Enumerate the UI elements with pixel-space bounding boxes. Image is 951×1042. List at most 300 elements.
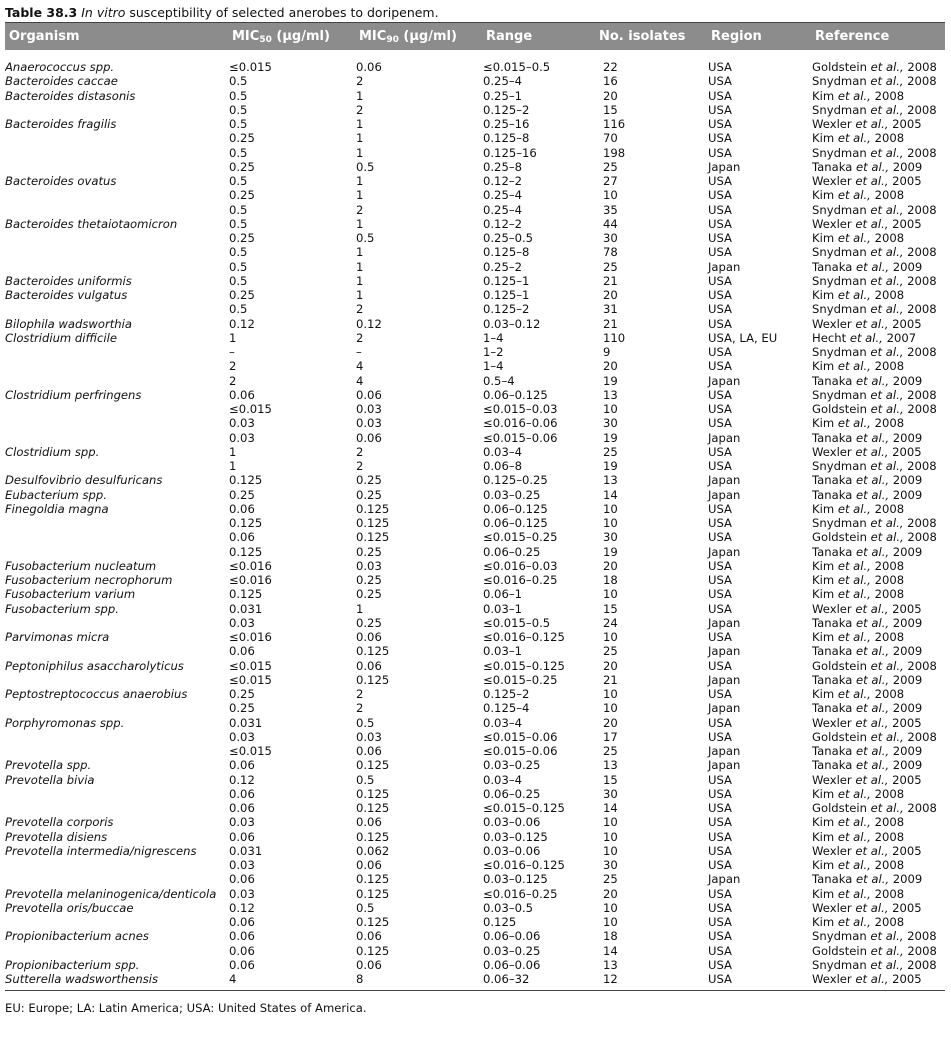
cell-mic50: 0.03 [229, 729, 255, 744]
cell-range: 0.03–0.5 [483, 900, 534, 915]
cell-mic50: 0.25 [229, 701, 255, 716]
cell-mic90: 0.25 [356, 544, 382, 559]
table-row [5, 673, 945, 687]
reference-author: Tanaka [812, 758, 853, 773]
cell-region: USA [708, 402, 732, 416]
cell-region: USA [708, 587, 732, 602]
cell-mic50: 0.25 [229, 159, 255, 174]
cell-organism: Prevotella oris/buccae [5, 900, 134, 915]
table-row [5, 744, 945, 758]
reference-author: Wexler [812, 117, 852, 131]
table-row [5, 103, 945, 117]
reference-etal: et al., [856, 259, 890, 274]
cell-mic90: 0.125 [356, 886, 390, 901]
header-spacer [5, 50, 945, 60]
cell-range: 0.06–0.25 [483, 786, 541, 801]
reference-author: Tanaka [812, 373, 853, 388]
cell-mic50: 0.5 [229, 273, 248, 288]
cell-mic90: 1 [356, 259, 364, 274]
cell-mic90: 0.5 [356, 231, 375, 245]
cell-mic50: 0.125 [229, 544, 263, 559]
table-row [5, 630, 945, 644]
cell-reference [811, 103, 945, 117]
table-row [5, 160, 945, 174]
header-mic90 [355, 23, 482, 50]
cell-mic90: 0.03 [356, 729, 382, 744]
cell-mic50: 0.25 [229, 487, 255, 502]
cell-isolates: 25 [603, 872, 618, 887]
header-row [5, 23, 945, 50]
cell-range: 0.25–4 [483, 202, 522, 217]
cell-mic50: ≤0.015 [229, 402, 272, 416]
cell-range: 0.125 [483, 915, 517, 929]
table-label: Table 38.3 [5, 5, 78, 20]
cell-isolates: 21 [603, 316, 618, 331]
header-mic50-unit: (μg/ml) [276, 29, 330, 44]
reference-author: Wexler [812, 972, 852, 986]
table-row [5, 459, 945, 473]
cell-range: ≤0.016–0.03 [483, 558, 558, 573]
cell-region: Japan [708, 644, 741, 659]
header-mic90-unit: (μg/ml) [403, 29, 457, 44]
cell-isolates: 10 [603, 701, 618, 716]
reference-etal: et al., [849, 330, 883, 345]
cell-mic90: 0.25 [356, 587, 382, 602]
cell-isolates: 14 [603, 801, 618, 815]
cell-range: 0.06–8 [483, 459, 522, 473]
cell-mic90: 2 [356, 74, 364, 89]
cell-mic90: 0.12 [356, 316, 382, 331]
cell-region: USA [708, 188, 732, 203]
cell-mic50: 0.06 [229, 957, 255, 972]
reference-author: Hecht [812, 330, 847, 345]
cell-range: 0.125–2 [483, 102, 530, 117]
cell-mic50: 0.06 [229, 501, 255, 516]
reference-etal: et al., [837, 886, 871, 901]
reference-author: Goldstein [812, 943, 867, 958]
reference-author: Snydman [812, 387, 867, 402]
reference-year: 2005 [892, 900, 922, 915]
table-row [5, 901, 945, 915]
reference-author: Kim [812, 416, 835, 431]
cell-isolates: 14 [603, 943, 618, 958]
cell-isolates: 24 [603, 615, 618, 630]
cell-region: USA [708, 117, 732, 131]
reference-year: 2005 [892, 972, 922, 986]
table-row [5, 787, 945, 801]
reference-etal: et al., [856, 473, 890, 488]
reference-author: Wexler [812, 843, 852, 858]
reference-year: 2008 [907, 516, 937, 530]
cell-organism [5, 673, 228, 687]
cell-reference [811, 744, 945, 758]
cell-organism [5, 231, 228, 245]
cell-reference [811, 801, 945, 815]
cell-range: 0.12–2 [483, 174, 522, 188]
reference-year: 2009 [892, 373, 923, 388]
cell-mic90: 0.25 [356, 487, 382, 502]
cell-region: USA [708, 231, 732, 245]
cell-mic50: 0.06 [229, 872, 255, 887]
cell-mic90: 1 [356, 145, 364, 160]
cell-organism: Prevotella intermedia/nigrescens [5, 843, 197, 858]
cell-organism: Anaerococcus spp. [5, 60, 115, 74]
cell-isolates: 44 [603, 216, 618, 231]
table-row [5, 188, 945, 202]
cell-organism [5, 260, 228, 274]
cell-isolates: 20 [603, 886, 618, 901]
reference-year: 2008 [907, 801, 937, 815]
cell-reference [811, 431, 945, 445]
header-reference: Reference [815, 29, 890, 44]
table-row [5, 872, 945, 886]
cell-reference [811, 117, 945, 131]
cell-isolates: 10 [603, 829, 618, 844]
cell-isolates: 25 [603, 159, 618, 174]
reference-year: 2008 [874, 188, 905, 203]
cell-mic90: 0.125 [356, 758, 390, 773]
table-row [5, 89, 945, 103]
reference-year: 2009 [892, 872, 923, 887]
table-row [5, 773, 945, 787]
reference-etal: et al., [855, 843, 889, 858]
cell-organism: Clostridium difficile [5, 330, 118, 345]
reference-year: 2009 [892, 744, 923, 758]
cell-reference [811, 602, 945, 616]
cell-mic50: 0.5 [229, 117, 248, 131]
table-row [5, 131, 945, 145]
reference-author: Tanaka [812, 615, 853, 630]
cell-mic90: – [356, 345, 362, 359]
cell-range: ≤0.016–0.125 [483, 630, 565, 644]
cell-reference [811, 815, 945, 829]
cell-isolates: 20 [603, 715, 618, 730]
cell-organism [5, 188, 228, 202]
cell-mic90: 0.125 [356, 501, 390, 516]
cell-mic50: 0.5 [229, 74, 248, 89]
cell-region: Japan [708, 701, 741, 716]
cell-reference [811, 188, 945, 202]
reference-author: Kim [812, 587, 835, 602]
cell-mic50: ≤0.016 [229, 573, 272, 587]
cell-mic50: 1 [229, 444, 237, 459]
reference-etal: et al., [870, 145, 904, 160]
reference-year: 2008 [907, 957, 937, 972]
cell-reference [811, 887, 945, 901]
table-row [5, 331, 945, 345]
cell-organism [5, 374, 228, 388]
table-row [5, 644, 945, 658]
cell-isolates: 10 [603, 188, 618, 203]
cell-organism [5, 146, 228, 160]
reference-year: 2008 [874, 786, 905, 801]
cell-region: USA [708, 915, 732, 929]
cell-mic90: 0.25 [356, 473, 382, 488]
cell-region: Japan [708, 373, 741, 388]
reference-year: 2009 [892, 159, 923, 174]
cell-reference [811, 459, 945, 473]
reference-year: 2008 [874, 131, 905, 146]
cell-range: 0.03–4 [483, 772, 522, 787]
cell-mic50: 0.5 [229, 216, 248, 231]
reference-author: Kim [812, 231, 835, 245]
cell-range: 0.125–8 [483, 131, 530, 146]
reference-author: Kim [812, 558, 835, 573]
cell-organism: Fusobacterium spp. [5, 601, 119, 616]
cell-region: Japan [708, 430, 741, 445]
cell-isolates: 25 [603, 644, 618, 659]
cell-mic90: 0.25 [356, 615, 382, 630]
cell-isolates: 30 [603, 231, 618, 245]
cell-isolates: 25 [603, 744, 618, 758]
table-row [5, 174, 945, 188]
reference-author: Kim [812, 687, 835, 701]
cell-mic50: 0.25 [229, 687, 255, 701]
cell-isolates: 17 [603, 729, 618, 744]
table-row [5, 758, 945, 772]
table-row [5, 516, 945, 530]
reference-author: Tanaka [812, 672, 853, 687]
reference-year: 2007 [886, 330, 917, 345]
cell-mic50: 0.03 [229, 416, 255, 431]
cell-organism: Bacteroides vulgatus [5, 288, 128, 302]
reference-author: Goldstein [812, 658, 867, 673]
cell-reference [811, 730, 945, 744]
header-region: Region [711, 29, 762, 44]
cell-range: ≤0.015–0.25 [483, 530, 558, 545]
cell-organism: Clostridium spp. [5, 444, 100, 459]
cell-range: 0.12–2 [483, 216, 522, 231]
reference-year: 2005 [892, 843, 922, 858]
cell-mic50: 0.06 [229, 758, 255, 773]
cell-range: 0.25–8 [483, 159, 522, 174]
reference-year: 2008 [907, 929, 937, 944]
cell-organism [5, 872, 228, 886]
cell-mic90: 1 [356, 188, 364, 203]
cell-region: USA [708, 843, 732, 858]
cell-mic90: 0.06 [356, 387, 382, 402]
reference-etal: et al., [856, 644, 890, 659]
cell-region: USA [708, 60, 732, 74]
cell-region: USA [708, 245, 732, 260]
header-mic90-prefix: MIC [359, 29, 387, 44]
cell-region: USA [708, 459, 732, 473]
reference-author: Tanaka [812, 473, 853, 488]
cell-mic90: 0.125 [356, 644, 390, 659]
cell-range: ≤0.015–0.5 [483, 60, 551, 74]
reference-etal: et al., [870, 102, 904, 117]
cell-region: Japan [708, 473, 741, 488]
cell-range: 0.03–4 [483, 444, 522, 459]
cell-isolates: 10 [603, 900, 618, 915]
cell-organism: Fusobacterium nucleatum [5, 558, 157, 573]
table-row [5, 431, 945, 445]
reference-year: 2009 [892, 615, 923, 630]
cell-range: 0.125–8 [483, 245, 530, 260]
cell-mic90: 2 [356, 444, 364, 459]
cell-organism [5, 416, 228, 430]
reference-author: Kim [812, 886, 835, 901]
cell-isolates: 116 [603, 117, 626, 131]
cell-mic50: 0.03 [229, 858, 255, 872]
cell-region: USA [708, 729, 732, 744]
reference-etal: et al., [837, 558, 871, 573]
table-row [5, 302, 945, 316]
cell-organism [5, 103, 228, 117]
cell-mic90: 0.125 [356, 943, 390, 958]
cell-organism: Bacteroides ovatus [5, 174, 117, 188]
table-row [5, 801, 945, 815]
reference-author: Snydman [812, 459, 867, 473]
cell-mic90: 0.06 [356, 430, 382, 445]
reference-etal: et al., [856, 544, 890, 559]
cell-region: USA [708, 900, 732, 915]
reference-year: 2008 [907, 943, 937, 958]
reference-author: Snydman [812, 145, 867, 160]
cell-range: 0.125–4 [483, 701, 530, 716]
table-footnote: EU: Europe; LA: Latin America; USA: United States of America. [5, 1001, 367, 1016]
cell-reference [811, 288, 945, 302]
cell-reference [811, 872, 945, 886]
cell-range: 0.03–0.25 [483, 487, 541, 502]
reference-etal: et al., [870, 60, 904, 74]
cell-range: 0.06–0.125 [483, 387, 548, 402]
reference-etal: et al., [870, 387, 904, 402]
reference-author: Snydman [812, 202, 867, 217]
cell-region: USA [708, 273, 732, 288]
cell-organism [5, 359, 228, 373]
cell-organism: Prevotella bivia [5, 772, 95, 787]
reference-etal: et al., [837, 231, 871, 245]
cell-organism [5, 431, 228, 445]
table-row [5, 887, 945, 901]
table-body [5, 50, 945, 990]
cell-mic90: 2 [356, 701, 364, 716]
cell-isolates: 13 [603, 758, 618, 773]
cell-mic50: 0.06 [229, 801, 255, 815]
cell-isolates: 20 [603, 88, 618, 103]
cell-reference [811, 203, 945, 217]
cell-region: USA [708, 288, 732, 302]
table-row [5, 530, 945, 544]
cell-region: USA [708, 972, 732, 986]
cell-region: USA [708, 202, 732, 217]
reference-author: Snydman [812, 516, 867, 530]
reference-etal: et al., [856, 758, 890, 773]
cell-mic50: 0.25 [229, 231, 255, 245]
reference-etal: et al., [870, 345, 904, 359]
reference-etal: et al., [855, 174, 889, 188]
cell-isolates: 20 [603, 359, 618, 374]
cell-organism [5, 459, 228, 473]
cell-organism [5, 302, 228, 316]
table-row [5, 958, 945, 972]
cell-organism: Prevotella disiens [5, 829, 108, 844]
cell-mic50: ≤0.015 [229, 744, 272, 758]
cell-range: 0.03–0.06 [483, 815, 541, 830]
cell-isolates: 31 [603, 302, 618, 317]
cell-reference [811, 445, 945, 459]
cell-mic50: 0.03 [229, 886, 255, 901]
reference-etal: et al., [837, 630, 871, 644]
cell-region: USA [708, 174, 732, 188]
reference-etal: et al., [856, 672, 890, 687]
cell-range: 0.5–4 [483, 373, 515, 388]
reference-author: Snydman [812, 302, 867, 317]
table-row [5, 701, 945, 715]
table-row [5, 488, 945, 502]
cell-mic50: 4 [229, 972, 237, 986]
cell-mic90: 2 [356, 102, 364, 117]
cell-region: USA [708, 858, 732, 872]
table-row [5, 815, 945, 829]
cell-region: Japan [708, 672, 741, 687]
cell-mic50: 0.06 [229, 943, 255, 958]
cell-range: 1–2 [483, 345, 504, 359]
reference-etal: et al., [837, 587, 871, 602]
susceptibility-table [5, 23, 945, 990]
cell-region: USA [708, 88, 732, 103]
cell-isolates: 20 [603, 558, 618, 573]
reference-year: 2008 [907, 302, 937, 317]
header-range: Range [486, 29, 533, 44]
reference-etal: et al., [855, 316, 889, 331]
reference-year: 2008 [907, 74, 937, 89]
cell-range: 0.25–1 [483, 88, 522, 103]
cell-mic90: 2 [356, 459, 364, 473]
table-row [5, 374, 945, 388]
reference-etal: et al., [837, 88, 871, 103]
reference-author: Tanaka [812, 159, 853, 174]
cell-reference [811, 359, 945, 373]
cell-isolates: 110 [603, 330, 626, 345]
cell-mic90: 0.125 [356, 872, 390, 887]
table-row [5, 659, 945, 673]
cell-mic50: 0.25 [229, 188, 255, 203]
reference-year: 2008 [874, 416, 905, 431]
cell-isolates: 21 [603, 672, 618, 687]
reference-author: Snydman [812, 345, 867, 359]
reference-year: 2005 [892, 216, 922, 231]
cell-region: USA [708, 359, 732, 374]
cell-region: USA [708, 131, 732, 146]
table-row [5, 972, 945, 986]
cell-mic50: 0.06 [229, 387, 255, 402]
cell-mic90: 0.06 [356, 815, 382, 830]
reference-etal: et al., [856, 701, 890, 716]
reference-etal: et al., [870, 402, 904, 416]
cell-mic50: 0.06 [229, 829, 255, 844]
table-row [5, 274, 945, 288]
reference-author: Kim [812, 359, 835, 374]
cell-mic90: 0.125 [356, 786, 390, 801]
cell-organism [5, 545, 228, 559]
cell-region: USA [708, 145, 732, 160]
cell-region: USA [708, 943, 732, 958]
cell-region: USA [708, 302, 732, 317]
cell-organism: Propionibacterium spp. [5, 957, 140, 972]
cell-mic50: 0.5 [229, 259, 248, 274]
cell-region: USA [708, 772, 732, 787]
reference-etal: et al., [855, 444, 889, 459]
reference-year: 2008 [907, 658, 937, 673]
table-row [5, 345, 945, 359]
reference-etal: et al., [856, 744, 890, 758]
cell-mic50: 0.06 [229, 786, 255, 801]
cell-mic90: 0.03 [356, 416, 382, 431]
cell-region: USA [708, 573, 732, 587]
reference-year: 2008 [874, 886, 905, 901]
